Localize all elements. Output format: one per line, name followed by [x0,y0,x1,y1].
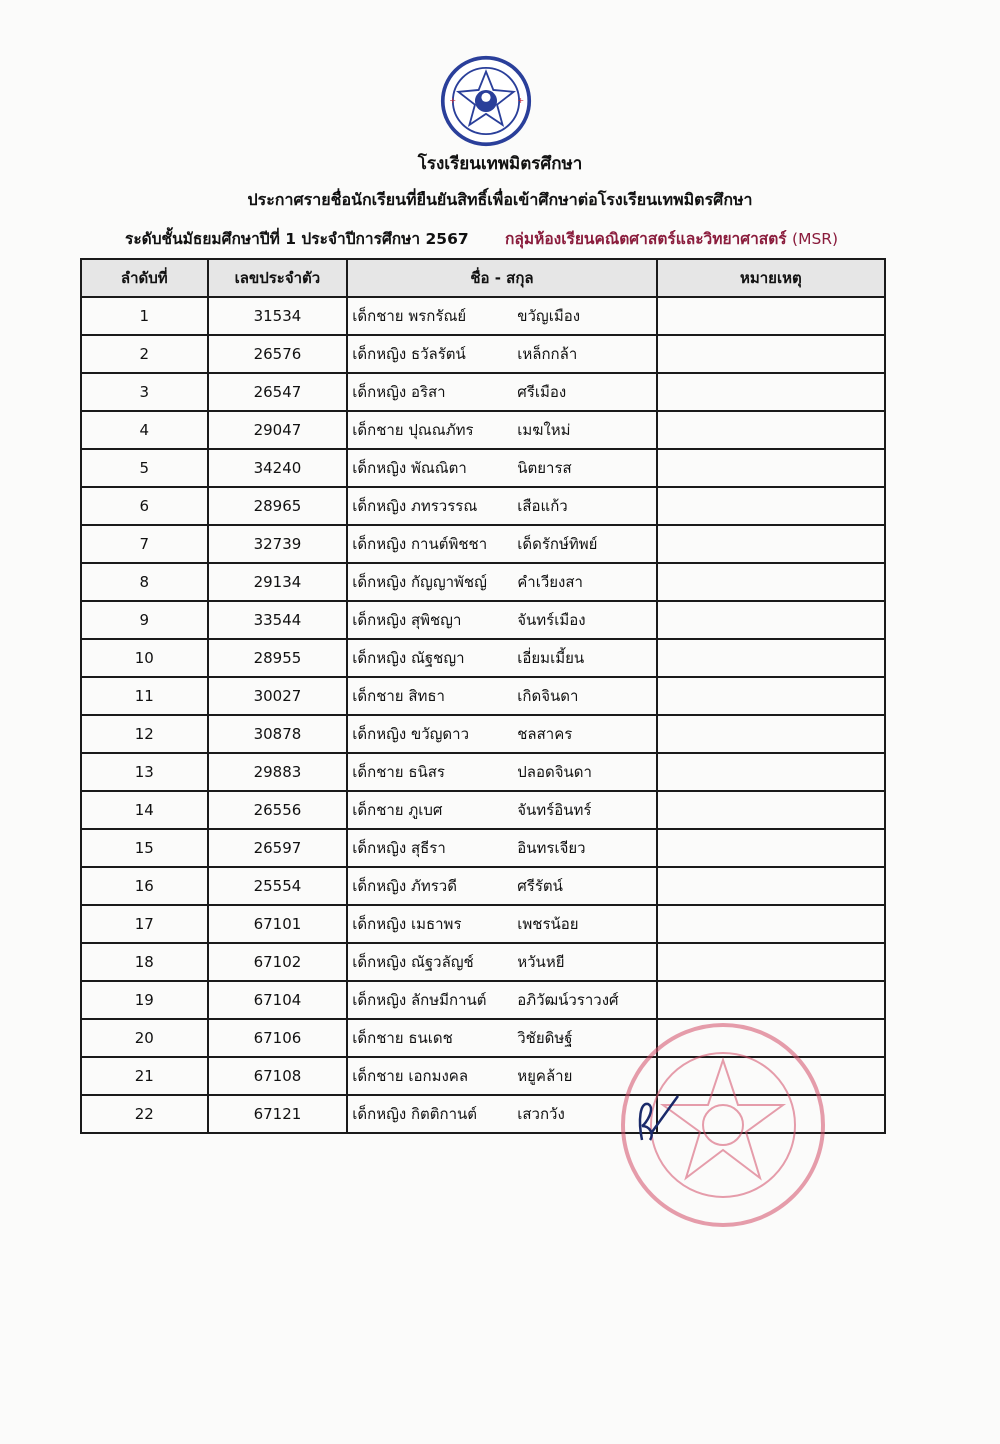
last-name: เหล็กกล้า [517,345,578,363]
table-row [81,791,885,829]
row-number: 15 [81,829,208,867]
svg-text:+: + [517,94,525,105]
row-number: 4 [81,411,208,449]
row-number: 11 [81,677,208,715]
table-row [81,677,885,715]
row-number: 5 [81,449,208,487]
row-number: 22 [81,1095,208,1133]
table-row [81,943,885,981]
signature [628,1090,688,1150]
group-code: (MSR) [792,230,839,248]
first-name: เด็กหญิง ณัฐชญา [352,649,465,667]
remark [657,487,885,525]
remark [657,715,885,753]
student-id: 26547 [208,373,348,411]
student-name [347,525,656,563]
student-name [347,905,656,943]
table-row [81,639,885,677]
row-number: 16 [81,867,208,905]
student-name [347,297,656,335]
last-name: เกิดจินดา [517,687,579,705]
last-name: นิตยารส [517,459,572,477]
first-name: เด็กหญิง เมธาพร [352,915,462,933]
row-number: 18 [81,943,208,981]
student-id: 25554 [208,867,348,905]
row-number: 10 [81,639,208,677]
table-row [81,601,885,639]
remark [657,677,885,715]
last-name: เมฆใหม่ [517,421,571,439]
table-row [81,905,885,943]
student-id: 30878 [208,715,348,753]
remark [657,525,885,563]
first-name: เด็กหญิง ณัฐวลัญช์ [352,953,474,971]
student-name [347,601,656,639]
remark [657,829,885,867]
school-logo [440,55,532,147]
col-order-header: ลำดับที่ [81,259,208,297]
first-name: เด็กหญิง ภัทรวดี [352,877,457,895]
student-name [347,1057,656,1095]
student-name [347,677,656,715]
row-number: 9 [81,601,208,639]
row-number: 13 [81,753,208,791]
row-number: 1 [81,297,208,335]
remark [657,981,885,1019]
table-row [81,525,885,563]
student-id: 26597 [208,829,348,867]
row-number: 20 [81,1019,208,1057]
student-name [347,943,656,981]
student-id: 67104 [208,981,348,1019]
group-name: กลุ่มห้องเรียนคณิตศาสตร์และวิทยาศาสตร์ [505,230,787,248]
table-row [81,829,885,867]
svg-text:+: + [449,94,457,105]
grade-level: ระดับชั้นมัธยมศึกษาปีที่ 1 ประจำปีการศึกษา 2567 [125,230,469,248]
last-name: ปลอดจินดา [517,763,592,781]
first-name: เด็กหญิง สุธีรา [352,839,446,857]
table-row [81,981,885,1019]
remark [657,411,885,449]
first-name: เด็กชาย ธนิสร [352,763,445,781]
last-name: เอี่ยมเมี้ยน [517,649,585,667]
student-id: 28965 [208,487,348,525]
first-name: เด็กหญิง ลักษมีกานต์ [352,991,487,1009]
last-name: หวันหยี [517,953,565,971]
row-number: 14 [81,791,208,829]
remark [657,943,885,981]
student-name [347,411,656,449]
student-id: 30027 [208,677,348,715]
last-name: คำเวียงสา [517,573,583,591]
row-number: 6 [81,487,208,525]
row-number: 19 [81,981,208,1019]
first-name: เด็กชาย พรกรัณย์ [352,307,467,325]
first-name: เด็กหญิง ธวัลรัตน์ [352,345,466,363]
student-name [347,981,656,1019]
class-group [505,226,838,251]
remark [657,449,885,487]
first-name: เด็กหญิง ขวัญดาว [352,725,470,743]
row-number: 3 [81,373,208,411]
table-row [81,563,885,601]
remark [657,905,885,943]
first-name: เด็กชาย ปุณณภัทร [352,421,474,439]
student-name [347,791,656,829]
last-name: จันทร์เมือง [517,611,586,629]
student-id: 67121 [208,1095,348,1133]
table-row [81,373,885,411]
last-name: ชลสาคร [517,725,573,743]
student-id: 29047 [208,411,348,449]
student-id: 29134 [208,563,348,601]
first-name: เด็กหญิง ภทรวรรณ [352,497,478,515]
student-name [347,753,656,791]
student-id: 28955 [208,639,348,677]
col-student-id-header: เลขประจำตัว [208,259,348,297]
table-row [81,753,885,791]
student-id: 33544 [208,601,348,639]
student-name [347,715,656,753]
row-number: 8 [81,563,208,601]
table-row [81,411,885,449]
student-id: 26576 [208,335,348,373]
last-name: ขวัญเมือง [517,307,581,325]
student-id: 34240 [208,449,348,487]
row-number: 7 [81,525,208,563]
table-row [81,335,885,373]
first-name: เด็กหญิง กิตติกานต์ [352,1105,478,1123]
first-name: เด็กชาย ธนเดช [352,1029,453,1047]
first-name: เด็กหญิง กานต์พิชชา [352,535,488,553]
first-name: เด็กชาย เอกมงคล [352,1067,469,1085]
row-number: 12 [81,715,208,753]
remark [657,867,885,905]
first-name: เด็กหญิง พัณณิตา [352,459,467,477]
student-name [347,829,656,867]
student-name [347,1019,656,1057]
student-name [347,1095,656,1133]
row-number: 17 [81,905,208,943]
student-table [80,258,886,1134]
last-name: ศรีเมือง [517,383,567,401]
first-name: เด็กชาย ภูเบศ [352,801,443,819]
student-name [347,487,656,525]
student-name [347,335,656,373]
last-name: เสวกวัง [517,1105,565,1123]
first-name: เด็กหญิง อริสา [352,383,446,401]
student-name [347,449,656,487]
remark [657,373,885,411]
last-name: หยูคล้าย [517,1067,573,1085]
first-name: เด็กหญิง กัญญาพัชญ์ [352,573,487,591]
first-name: เด็กหญิง สุพิชญา [352,611,462,629]
student-name [347,639,656,677]
student-id: 67106 [208,1019,348,1057]
remark [657,297,885,335]
student-id: 32739 [208,525,348,563]
student-id: 26556 [208,791,348,829]
student-id: 67101 [208,905,348,943]
student-id: 67108 [208,1057,348,1095]
table-row [81,297,885,335]
first-name: เด็กชาย สิทธา [352,687,445,705]
student-name [347,373,656,411]
student-id: 67102 [208,943,348,981]
table-row [81,487,885,525]
announcement-title: ประกาศรายชื่อนักเรียนที่ยืนยันสิทธิ์เพื่อเข้าศึกษาต่อโรงเรียนเทพมิตรศึกษา [247,190,753,209]
last-name: วิชัยดิษฐ์ [517,1029,573,1047]
col-remark-header: หมายเหตุ [657,259,885,297]
remark [657,601,885,639]
last-name: ศรีรัตน์ [517,877,563,895]
col-name-header: ชื่อ - สกุล [347,259,656,297]
last-name: เด็ดรักษ์ทิพย์ [517,535,598,553]
student-id: 29883 [208,753,348,791]
student-name [347,563,656,601]
student-id: 31534 [208,297,348,335]
remark [657,335,885,373]
row-number: 21 [81,1057,208,1095]
student-name [347,867,656,905]
row-number: 2 [81,335,208,373]
table-row [81,867,885,905]
last-name: อภิวัฒน์วราวงศ์ [517,991,619,1009]
last-name: จันทร์อินทร์ [517,801,592,819]
last-name: เสือแก้ว [517,497,568,515]
last-name: อินทรเจียว [517,839,586,857]
table-row [81,449,885,487]
remark [657,753,885,791]
school-name: โรงเรียนเทพมิตรศึกษา [417,154,583,174]
last-name: เพชรน้อย [517,915,579,933]
remark [657,563,885,601]
table-row [81,715,885,753]
remark [657,791,885,829]
remark [657,639,885,677]
